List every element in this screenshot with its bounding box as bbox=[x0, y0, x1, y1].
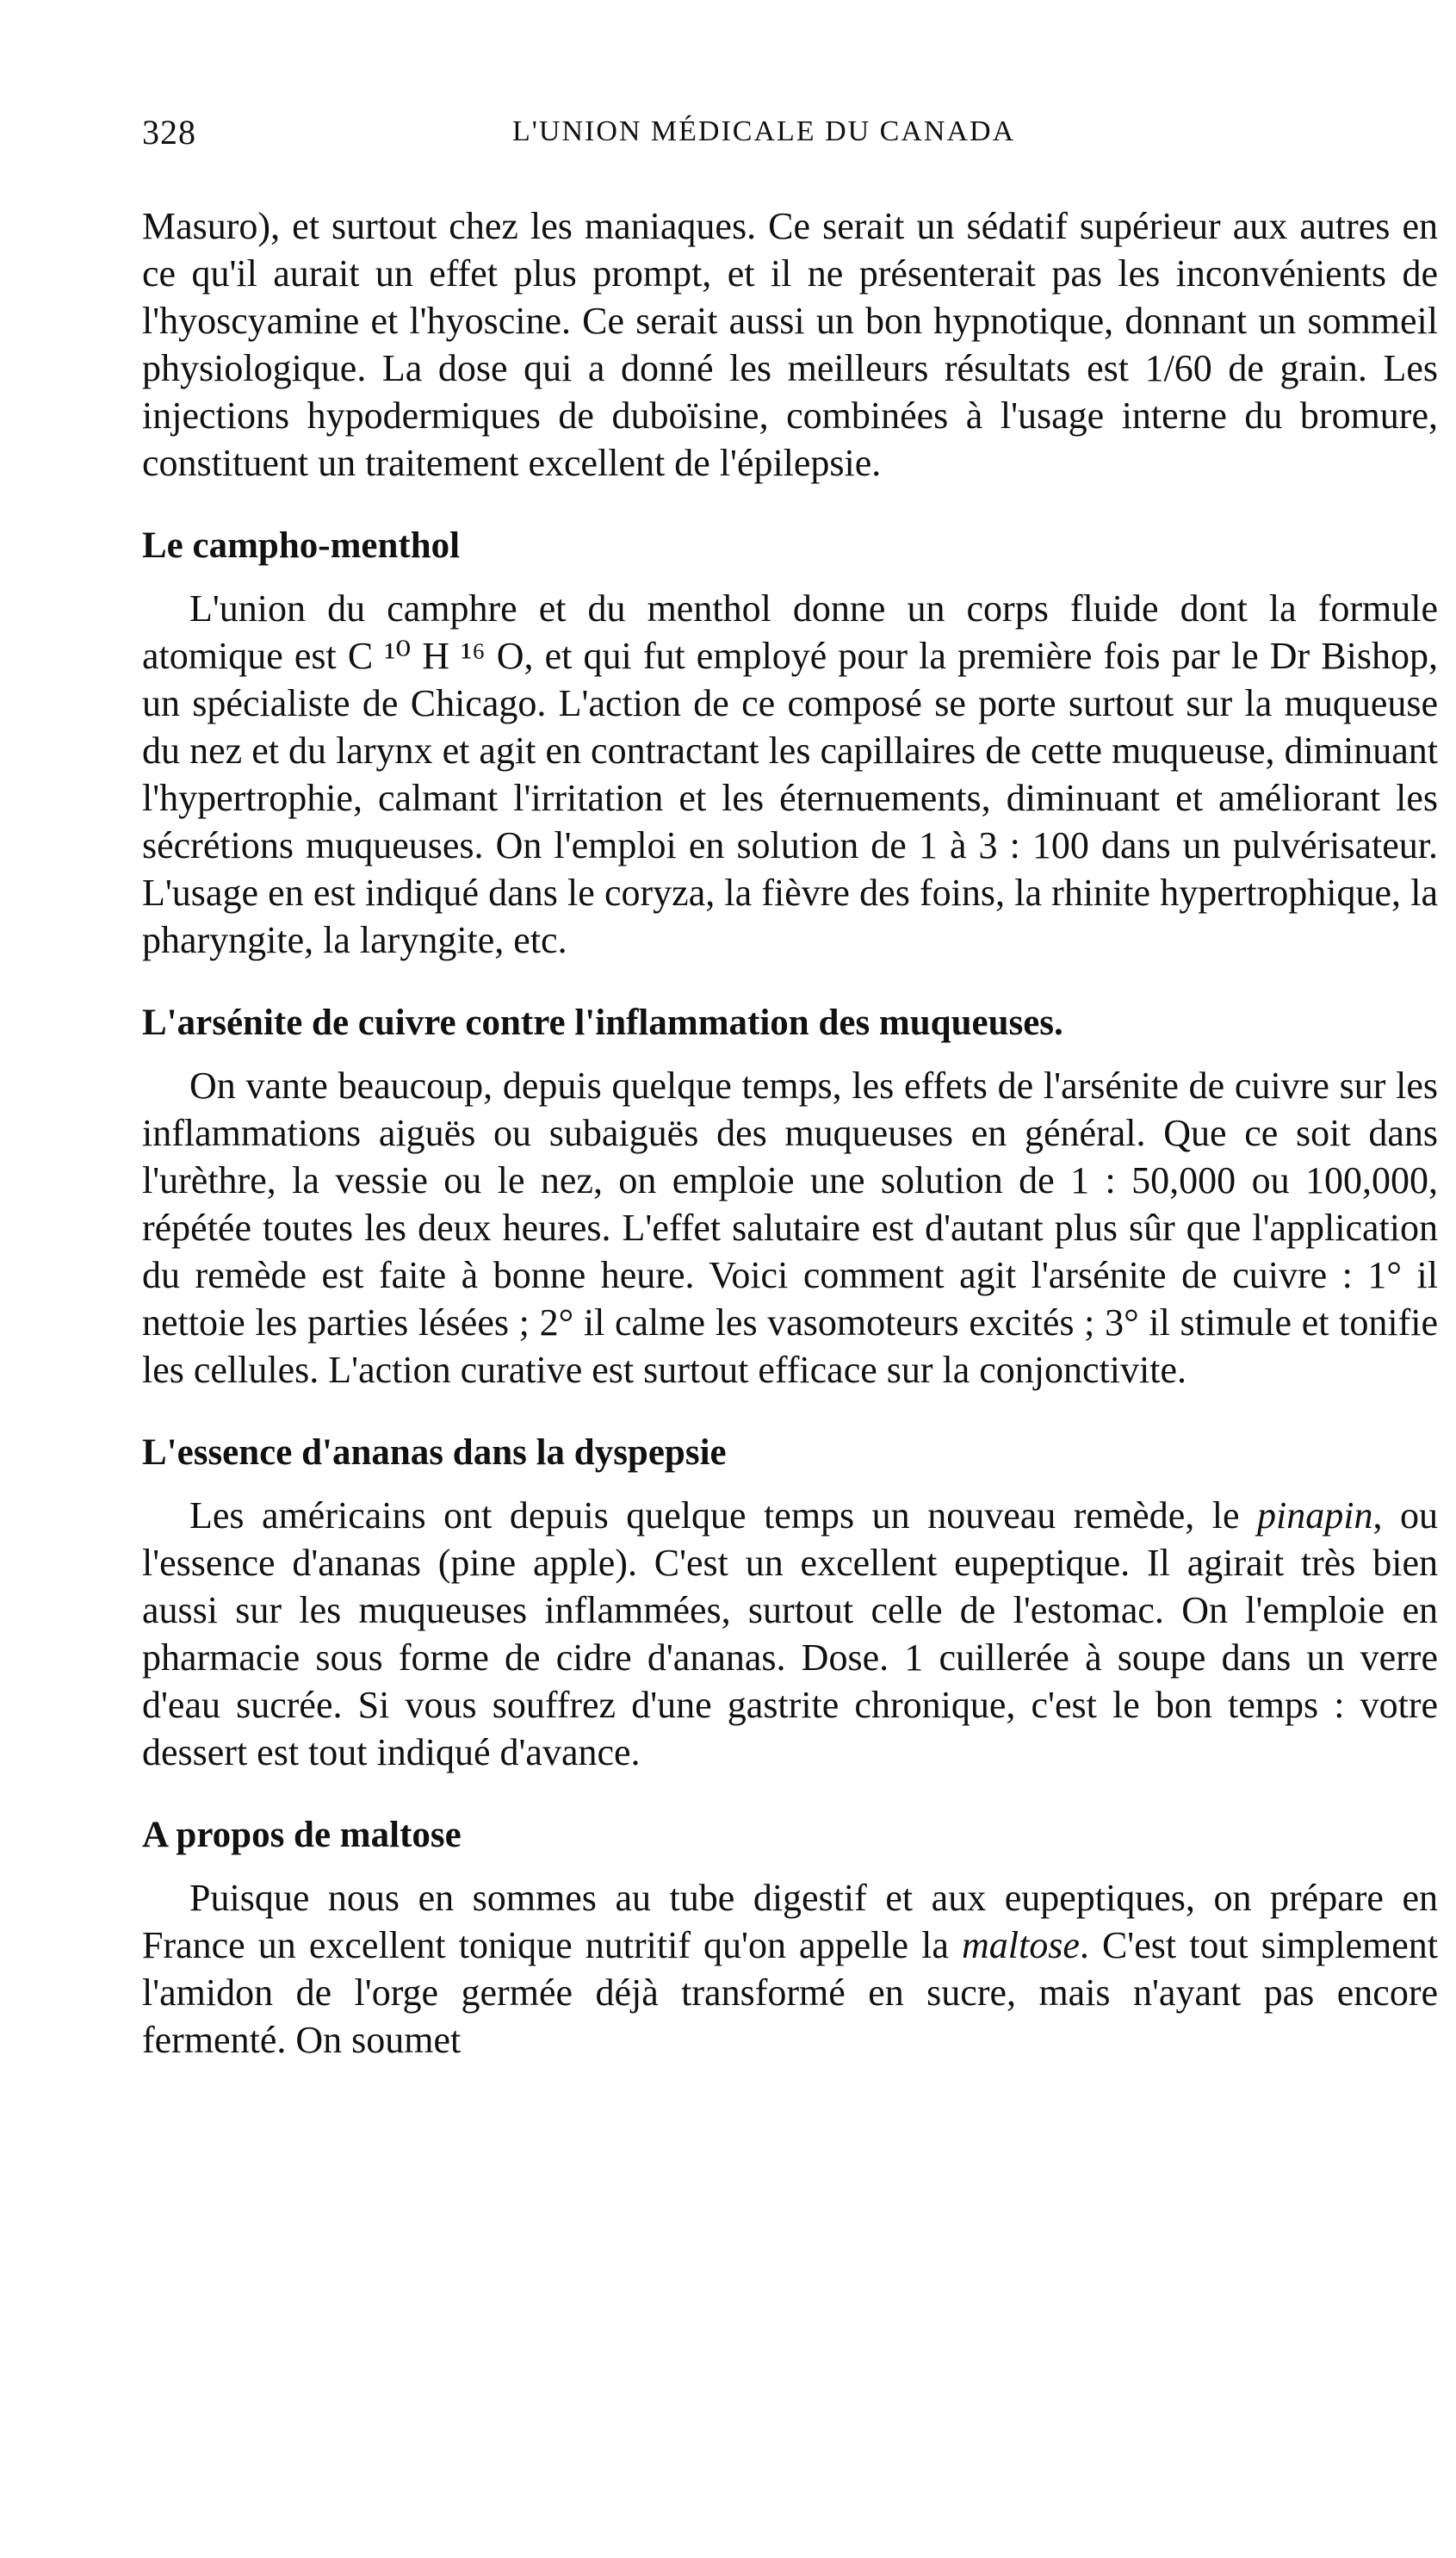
paragraph bbox=[142, 1062, 1438, 1394]
section-heading: A propos de maltose bbox=[142, 1815, 462, 1855]
document-page bbox=[142, 112, 1438, 2064]
page-number: 328 bbox=[142, 113, 196, 152]
italic-term: maltose bbox=[961, 1924, 1080, 1966]
text-run: . C'est tout simplement l'amidon de l'orge germée déjà transformé en sucre, mais n'ayant pas encore fermenté. On soumet bbox=[142, 1924, 1438, 2061]
article-section bbox=[142, 1430, 1438, 1776]
article-section bbox=[142, 1812, 1438, 2064]
text-run: , ou l'essence d'ananas (pine apple). C'est un excellent eupeptique. Il agirait très bien aussi sur les muqueuses inflammées, surtout celle de l'estomac. On l'emploie en pharmacie sous forme de cidre d'ananas. Dose. 1 cuillerée à soupe dans un verre d'eau sucrée. Si vous souffrez d'une gastrite chronique, c'est le bon temps : votre dessert est tout indiqué d'avance. bbox=[142, 1494, 1439, 1773]
article-section bbox=[142, 523, 1438, 964]
section-heading: Le campho-menthol bbox=[142, 525, 461, 566]
text-run: Masuro), et surtout chez les maniaques. Ce serait un sédatif supérieur aux autres en ce qu'il aurait un effet plus prompt, et il ne présenterait pas les inconvénients de l'hyoscyamine et l'hyoscine. Ce serait aussi un bon hypnotique, donnant un sommeil physiologique. La dose qui a donné les meilleurs résultats est 1/60 de grain. Les injections hypodermiques de duboïsine, combinées à l'usage interne du bromure, constituent un traitement excellent de l'épilepsie. bbox=[142, 205, 1438, 484]
article-section bbox=[142, 1000, 1438, 1394]
running-head bbox=[142, 112, 1438, 164]
paragraph bbox=[142, 585, 1438, 964]
text-run: Les américains ont depuis quelque temps un nouveau remède, le bbox=[189, 1494, 1258, 1537]
italic-term: pinapin bbox=[1257, 1494, 1373, 1537]
article-body bbox=[142, 202, 1438, 2064]
text-run: On vante beaucoup, depuis quelque temps, les effets de l'arsénite de cuivre sur les inflammations aiguës ou subaiguës des muqueuses en général. Que ce soit dans l'urèthre, la vessie ou le nez, on emploie une solution de 1 : 50,000 ou 100,000, répétée toutes les deux heures. L'effet salutaire est d'autant plus sûr que l'application du remède est faite à bonne heure. Voici comment agit l'arsénite de cuivre : 1° il nettoie les parties lésées ; 2° il calme les vasomoteurs excités ; 3° il stimule et tonifie les cellules. L'action curative est surtout efficace sur la conjonctivite. bbox=[142, 1065, 1438, 1391]
journal-title: L'UNION MÉDICALE DU CANADA bbox=[512, 115, 1016, 147]
text-run: Puisque nous en sommes au tube digestif et aux eupeptiques, on prépare en France un excellent tonique nutritif qu'on appelle la bbox=[142, 1877, 1438, 1966]
section-heading: L'arsénite de cuivre contre l'inflammation des muqueuses. bbox=[142, 1003, 1063, 1043]
paragraph bbox=[142, 1874, 1438, 2064]
section-heading: L'essence d'ananas dans la dyspepsie bbox=[142, 1432, 727, 1473]
paragraph bbox=[142, 1492, 1438, 1776]
article-section bbox=[142, 202, 1438, 487]
paragraph bbox=[142, 202, 1438, 487]
text-run: L'union du camphre et du menthol donne un corps fluide dont la formule atomique est C ¹⁰ H ¹⁶ O, et qui fut employé pour la première fois par le Dr Bishop, un spécialiste de Chicago. L'action de ce composé se porte surtout sur la muqueuse du nez et du larynx et agit en contractant les capillaires de cette muqueuse, diminuant l'hypertrophie, calmant l'irritation et les éternuements, diminuant et améliorant les sécrétions muqueuses. On l'emploi en solution de 1 à 3 : 100 dans un pulvérisateur. L'usage en est indiqué dans le coryza, la fièvre des foins, la rhinite hypertrophique, la pharyngite, la laryngite, etc. bbox=[142, 587, 1438, 961]
